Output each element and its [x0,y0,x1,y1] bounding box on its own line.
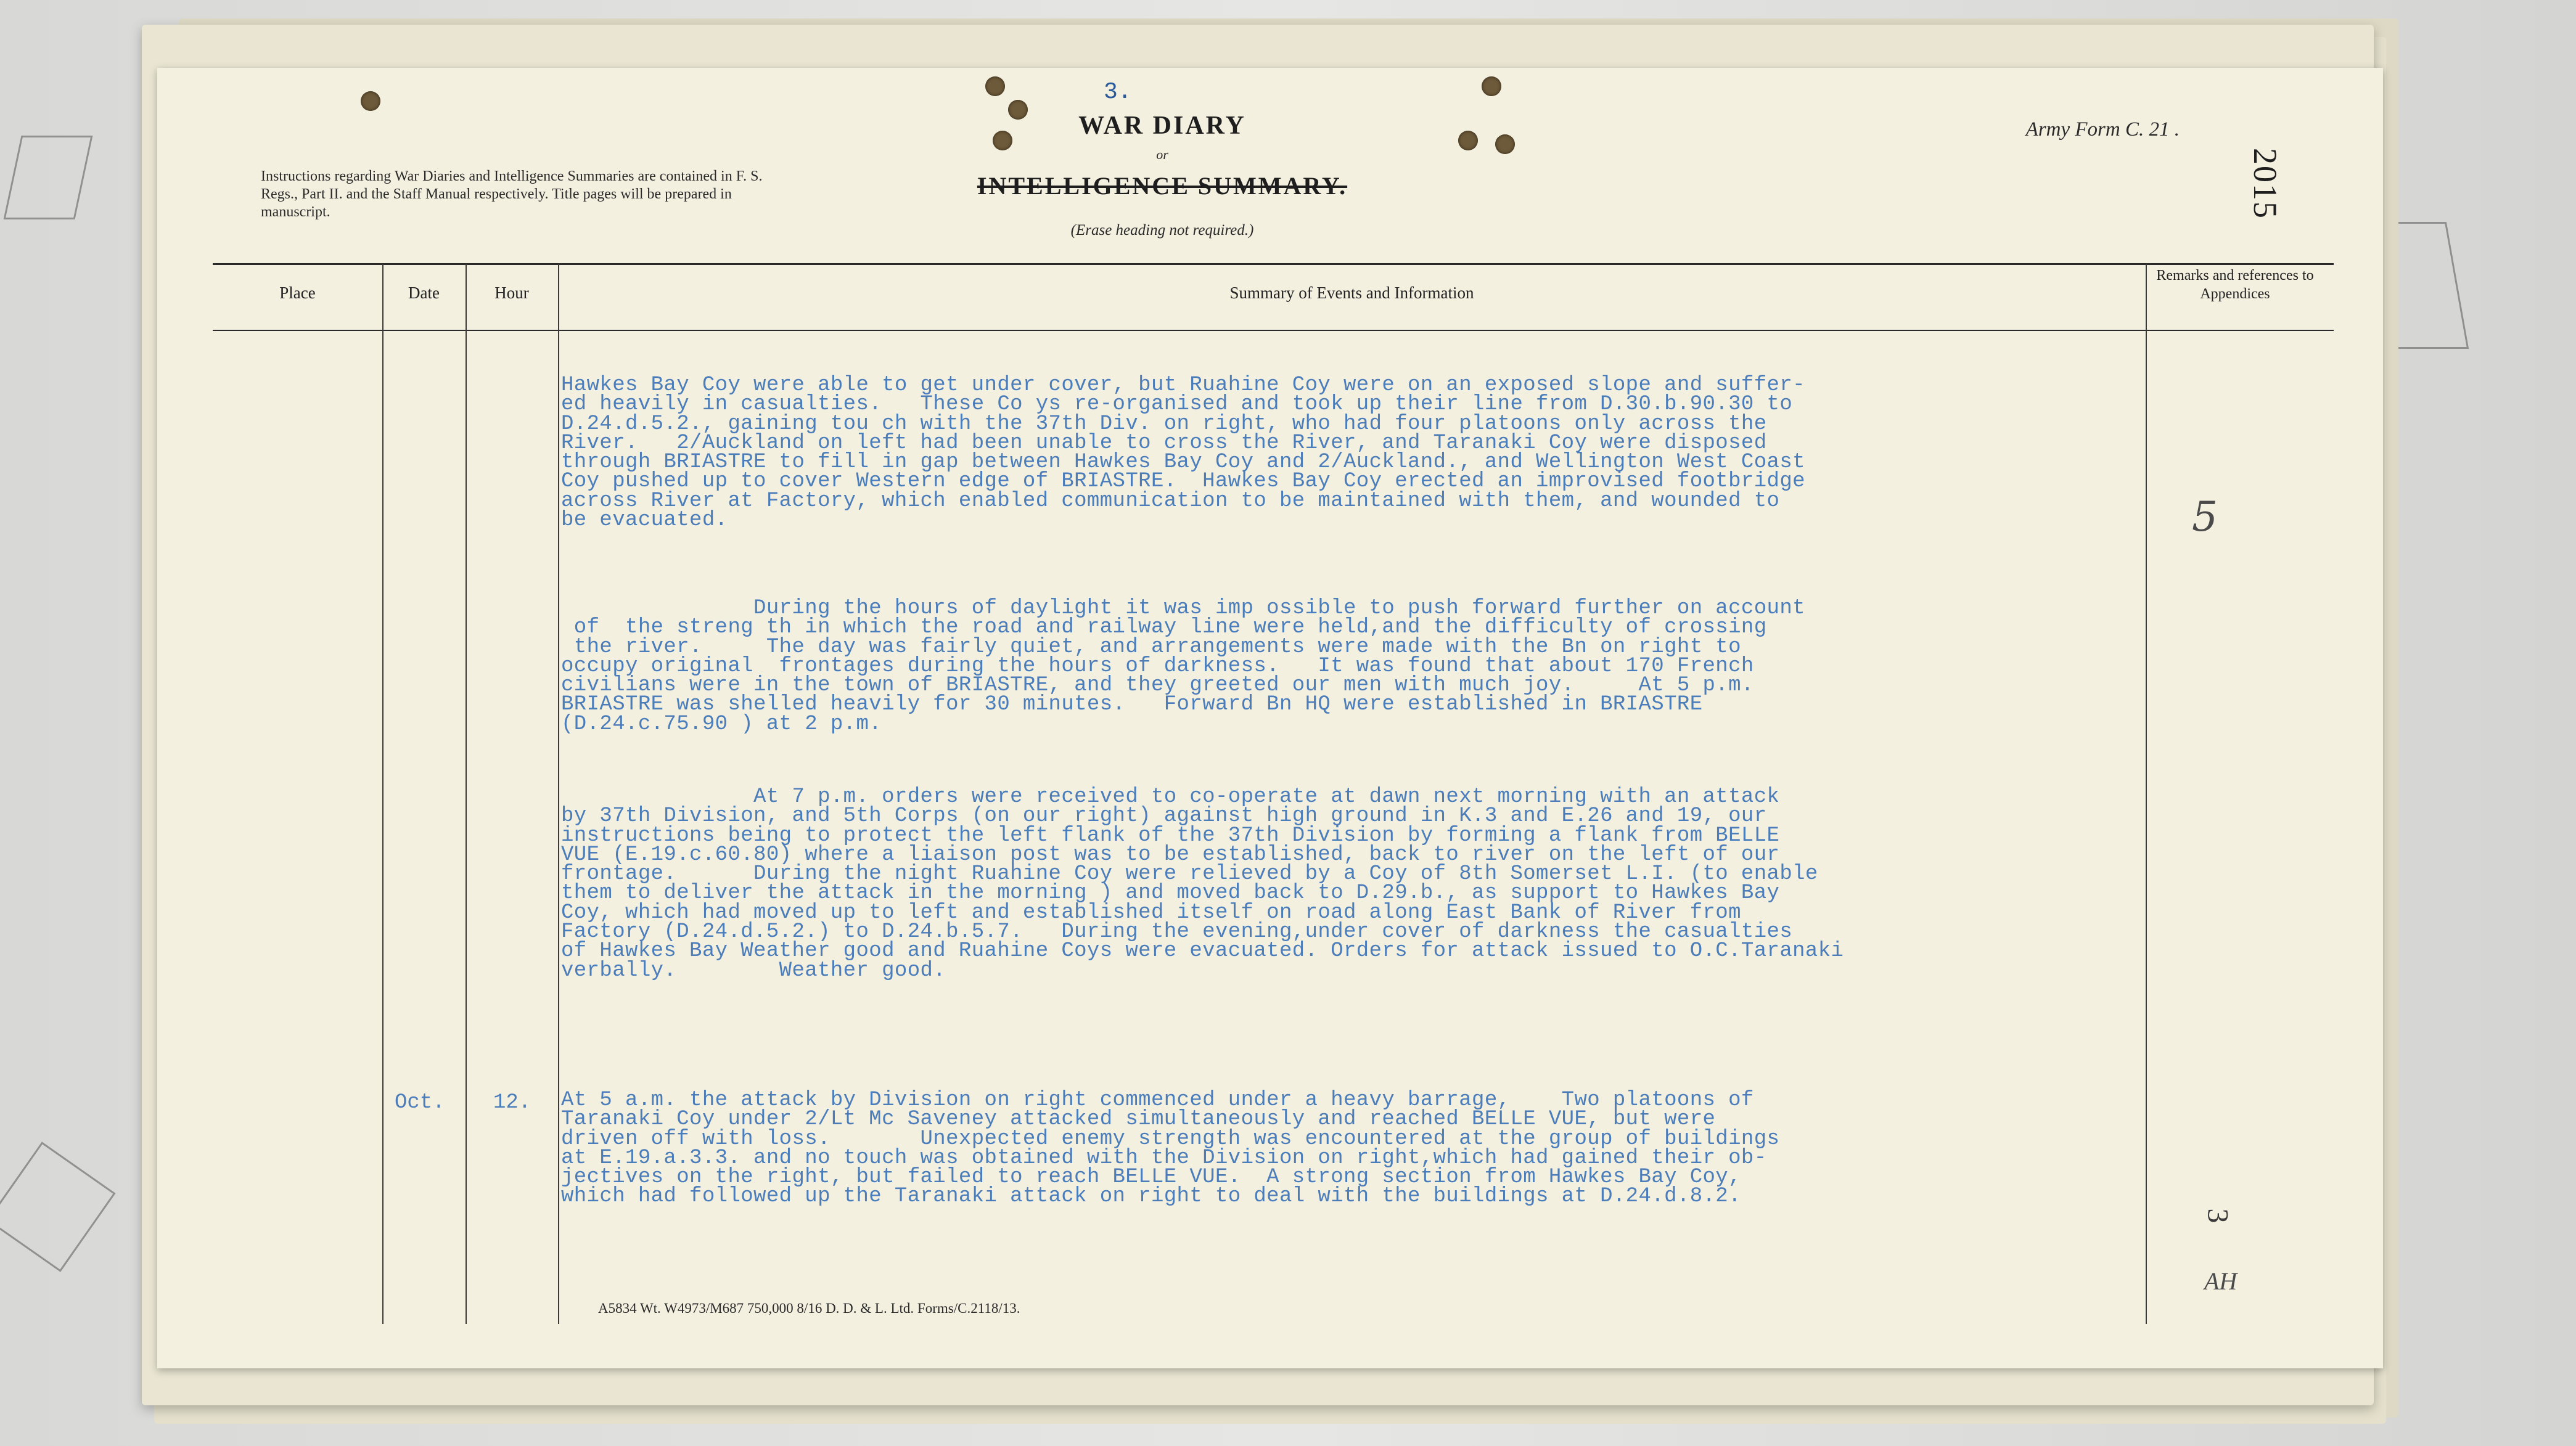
punch-hole [985,76,1005,96]
punch-hole [1458,131,1478,150]
form-or: or [1156,147,1168,162]
margin-initials: AH [2204,1267,2238,1295]
punch-hole [361,91,380,111]
form-title: WAR DIARY [1078,112,1246,140]
print-footer: A5834 Wt. W4973/M687 750,000 8/16 D. D. & L. Ltd. Forms/C.2118/13. [598,1301,1020,1316]
war-diary-page [157,68,2383,1368]
column-divider [558,264,559,1324]
entry-paragraph: At 7 p.m. orders were received to co-operate at dawn next morning with an attack by 37th Division, and 5th Corps (on our right) against high ground in K.3 and E.26 and 19, our instructions being to protect the left flank of the 37th Division by forming a flank from BELLE VUE (E.19.c.60.80) where a liaison post was to be established, back to river on the left of our frontage. During the night Ruahine Coy were relieved by a Coy of 8th Somerset L.I. (to enable them to deliver the attack in the morning ) and moved back to D.29.b., as support to Hawkes Bay Coy, which had moved up to left and established itself on road along East Bank of River from Factory (D.24.d.5.2.) to D.24.b.5.7. During the evening,under cover of darkness the casualties of Hawkes Bay Weather good and Ruahine Coys were evacuated. Orders for attack issued to O.C.Taranaki verbally. Weather good. [561,785,1844,982]
column-hour: Hour [494,284,529,302]
column-divider [466,264,467,1324]
punch-hole [1495,134,1515,154]
column-place: Place [279,284,316,302]
archive-stamp: 2015 [2247,148,2284,219]
column-divider [382,264,384,1324]
entry-paragraph: At 5 a.m. the attack by Division on right commenced under a heavy barrage, Two platoons of Taranaki Coy under 2/Lt Mc Saveney attacked simultaneously and reached BELLE VUE, but were driven off with loss. Unexpected enemy strength was encountered at the group of buildings at E.19.a.3.3. and no touch was obtained with the Division on right,which had gained their ob- jectives on the right, but failed to reach BELLE VUE. A strong section from Hawkes Bay Coy, which had followed up the Taranaki attack on right to deal with the buildings at D.24.d.8.2. [561,1089,1780,1209]
punch-hole [1482,76,1501,96]
entry-date-month: Oct. [395,1091,445,1114]
entry-date-day: 12. [493,1091,531,1114]
margin-note-five: 5 [2192,493,2218,541]
army-form-label: Army Form C. 21 . [2025,118,2180,141]
column-remarks: Remarks and references to Appendices [2156,268,2314,302]
margin-note-three: 3 [2201,1208,2234,1223]
erase-note: (Erase heading not required.) [1070,222,1254,239]
entry-paragraph: During the hours of daylight it was imp ossible to push forward further on account of the streng th in which the road and railway line were held,and the difficulty of crossing the river. The day was fairly quiet, and arrangements were made with the Bn on right to occupy original frontages during the hours of darkness. It was found that about 170 French civilians were in the town of BRIASTRE, and they greeted our men with much joy. At 5 p.m. BRIASTRE was shelled heavily for 30 minutes. Forward Bn HQ were established in BRIASTRE (D.24.c.75.90 ) at 2 p.m. [561,597,1805,736]
intelligence-heading: INTELLIGENCE SUMMARY. [977,172,1348,200]
instructions-note: Instructions regarding War Diaries and Intelligence Summaries are contained in F. S. Regs., Part II. and the Staff Manual respectively. Title pages will be prepared in manuscript. [261,168,763,220]
table-header-rule [213,330,2334,331]
page-number: 3. [1104,79,1132,105]
table-top-rule [213,263,2334,265]
entry-paragraph: Hawkes Bay Coy were able to get under cover, but Ruahine Coy were on an exposed slope and suffer- ed heavily in casualties. These Co ys re-organised and took up their line from D.30.b.90.30 to D.24.d.5.2., gaining tou ch with the 37th Div. on right, who had four platoons only across the River. 2/Auckland on left had been unable to cross the River, and Taranaki Coy were disposed through BRIASTRE to fill in gap between Hawkes Bay Coy and 2/Auckland., and Wellington West Coast Coy pushed up to cover Western edge of BRIASTRE. Hawkes Bay Coy erected an improvised footbridge across River at Factory, which enabled communication to be maintained with them, and wounded to be evacuated. [561,374,1805,533]
column-summary: Summary of Events and Information [1229,284,1474,302]
column-date: Date [408,284,440,302]
